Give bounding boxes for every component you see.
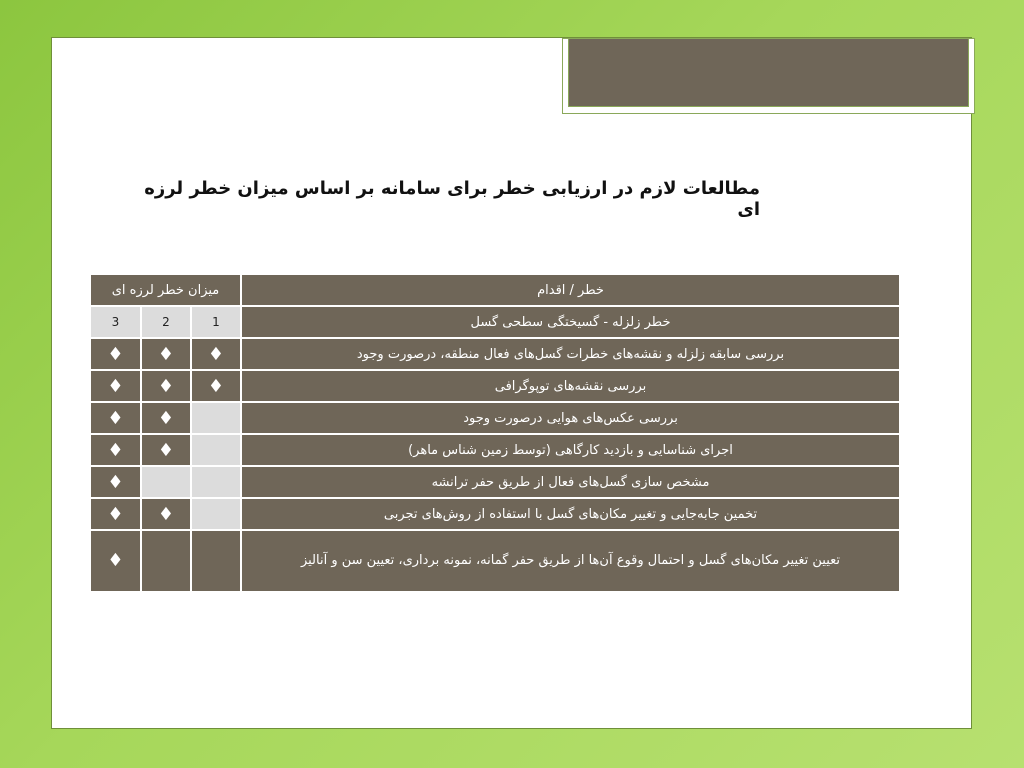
row-marker: ♦ (90, 466, 141, 498)
row-marker: ♦ (90, 338, 141, 370)
row-marker (191, 498, 241, 530)
row-marker (191, 466, 241, 498)
row-marker: ♦ (141, 434, 191, 466)
row-marker (141, 530, 191, 592)
row-marker: ♦ (141, 370, 191, 402)
header-box (562, 38, 975, 114)
row-label: تعیین تغییر مکان‌های گسل و احتمال وقوع آن‌ها از طریق حفر گمانه، نمونه برداری، تعیین سن و آنالیز (241, 530, 900, 592)
header-box-fill (568, 39, 969, 107)
row-marker (191, 434, 241, 466)
table-row (90, 370, 900, 402)
level-1-header: 1 (191, 306, 241, 338)
row-marker: ♦ (141, 402, 191, 434)
row-label: مشخص سازی گسل‌های فعال از طریق حفر ترانشه (241, 466, 900, 498)
row-marker: ♦ (141, 338, 191, 370)
risk-table (89, 273, 901, 593)
row-marker: ♦ (191, 338, 241, 370)
row-marker (191, 530, 241, 592)
table-row (90, 530, 900, 592)
slide-title: مطالعات لازم در ارزیابی خطر برای سامانه بر اساس میزان خطر لرزه ای (144, 178, 760, 220)
row-marker: ♦ (141, 498, 191, 530)
row-label: بررسی سابقه زلزله و نقشه‌های خطرات گسل‌های فعال منطقه، درصورت وجود (241, 338, 900, 370)
row-label: بررسی عکس‌های هوایی درصورت وجود (241, 402, 900, 434)
table-row (90, 402, 900, 434)
row-marker: ♦ (90, 402, 141, 434)
row-marker: ♦ (90, 370, 141, 402)
row-marker: ♦ (90, 530, 141, 592)
table-header-row (90, 274, 900, 306)
table-row (90, 338, 900, 370)
subheader-action: خطر زلزله - گسیختگی سطحی گسل (241, 306, 900, 338)
header-action: خطر / اقدام (241, 274, 900, 306)
row-label: اجرای شناسایی و بازدید کارگاهی (توسط زمین شناس ماهر) (241, 434, 900, 466)
row-marker: ♦ (90, 498, 141, 530)
table-row (90, 434, 900, 466)
table-subheader-row (90, 306, 900, 338)
row-marker (191, 402, 241, 434)
row-label: بررسی نقشه‌های توپوگرافی (241, 370, 900, 402)
level-3-header: 3 (90, 306, 141, 338)
header-seismic-level: میزان خطر لرزه ای (90, 274, 241, 306)
row-marker: ♦ (90, 434, 141, 466)
row-label: تخمین جابه‌جایی و تغییر مکان‌های گسل با استفاده از روش‌های تجربی (241, 498, 900, 530)
table-row (90, 466, 900, 498)
row-marker: ♦ (191, 370, 241, 402)
level-2-header: 2 (141, 306, 191, 338)
table-row (90, 498, 900, 530)
row-marker (141, 466, 191, 498)
